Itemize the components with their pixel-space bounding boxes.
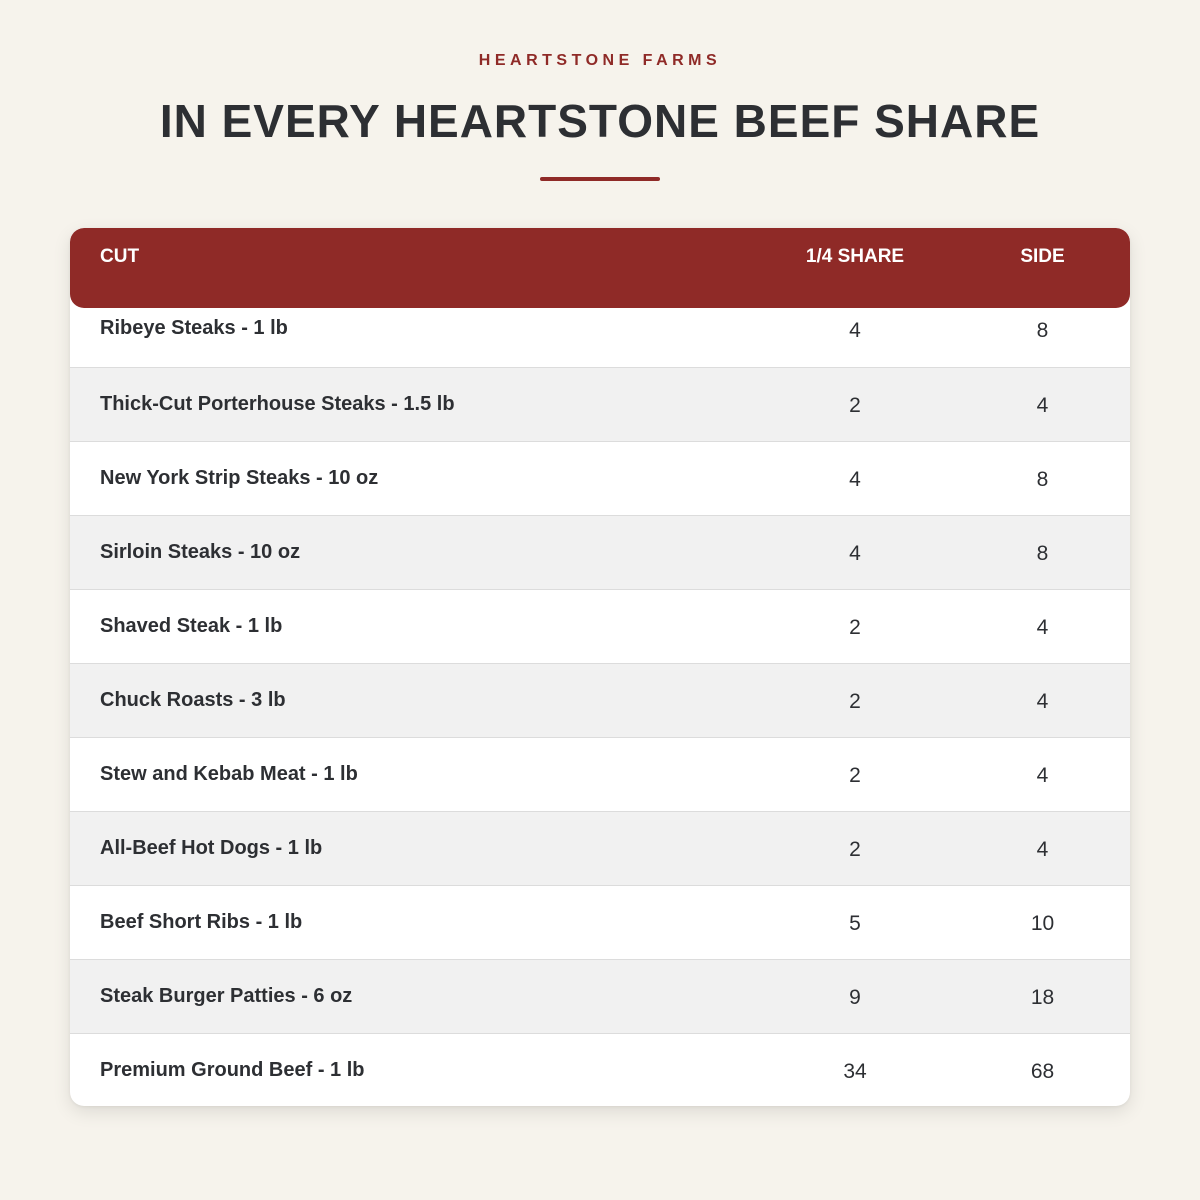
cut-name: Shaved Steak - 1 lb — [100, 615, 283, 637]
title-divider — [540, 177, 660, 181]
column-header-cut: CUT — [100, 246, 140, 267]
cut-name: Stew and Kebab Meat - 1 lb — [100, 763, 358, 785]
quarter-share-count: 2 — [849, 764, 861, 787]
table-body — [70, 308, 1130, 1106]
table-row — [70, 738, 1130, 812]
cut-name: Steak Burger Patties - 6 oz — [100, 985, 353, 1007]
side-count: 4 — [1036, 764, 1049, 787]
quarter-share-count: 2 — [849, 838, 861, 861]
quarter-share-count: 9 — [849, 986, 861, 1009]
table-row — [70, 886, 1130, 960]
table-row — [70, 1034, 1130, 1106]
cut-name: Beef Short Ribs - 1 lb — [100, 911, 303, 933]
table-row — [70, 590, 1130, 664]
table-row — [70, 368, 1130, 442]
cut-name: Thick-Cut Porterhouse Steaks - 1.5 lb — [100, 393, 455, 415]
page-title: IN EVERY HEARTSTONE BEEF SHARE — [159, 95, 1041, 147]
quarter-share-count: 34 — [843, 1060, 867, 1083]
side-count: 10 — [1030, 912, 1055, 935]
table-row — [70, 664, 1130, 738]
beef-share-table — [70, 228, 1130, 1106]
side-count: 4 — [1036, 838, 1049, 861]
quarter-share-count: 2 — [849, 690, 861, 713]
table-row — [70, 308, 1130, 368]
side-count: 8 — [1036, 319, 1049, 342]
cut-name: Sirloin Steaks - 10 oz — [100, 541, 301, 563]
brand-name: HEARTSTONE FARMS — [478, 52, 722, 69]
side-count: 4 — [1036, 394, 1049, 417]
quarter-share-count: 2 — [849, 616, 861, 639]
side-count: 8 — [1036, 468, 1049, 491]
table-row — [70, 442, 1130, 516]
column-header-side: SIDE — [1020, 246, 1065, 267]
side-count: 8 — [1036, 542, 1049, 565]
quarter-share-count: 4 — [849, 542, 861, 565]
cut-name: New York Strip Steaks - 10 oz — [100, 467, 379, 489]
table-row — [70, 960, 1130, 1034]
side-count: 4 — [1036, 616, 1049, 639]
table-row — [70, 516, 1130, 590]
cut-name: Premium Ground Beef - 1 lb — [100, 1059, 365, 1081]
table-row — [70, 812, 1130, 886]
quarter-share-count: 4 — [849, 468, 861, 491]
quarter-share-count: 4 — [849, 319, 861, 342]
cut-name: Ribeye Steaks - 1 lb — [100, 317, 288, 339]
side-count: 18 — [1030, 986, 1055, 1009]
side-count: 68 — [1030, 1060, 1055, 1083]
cut-name: Chuck Roasts - 3 lb — [100, 689, 286, 711]
side-count: 4 — [1036, 690, 1049, 713]
cut-name: All-Beef Hot Dogs - 1 lb — [100, 837, 323, 859]
column-header-quarter-share: 1/4 SHARE — [805, 246, 905, 267]
table-header — [70, 228, 1130, 308]
quarter-share-count: 5 — [849, 912, 861, 935]
quarter-share-count: 2 — [849, 394, 861, 417]
